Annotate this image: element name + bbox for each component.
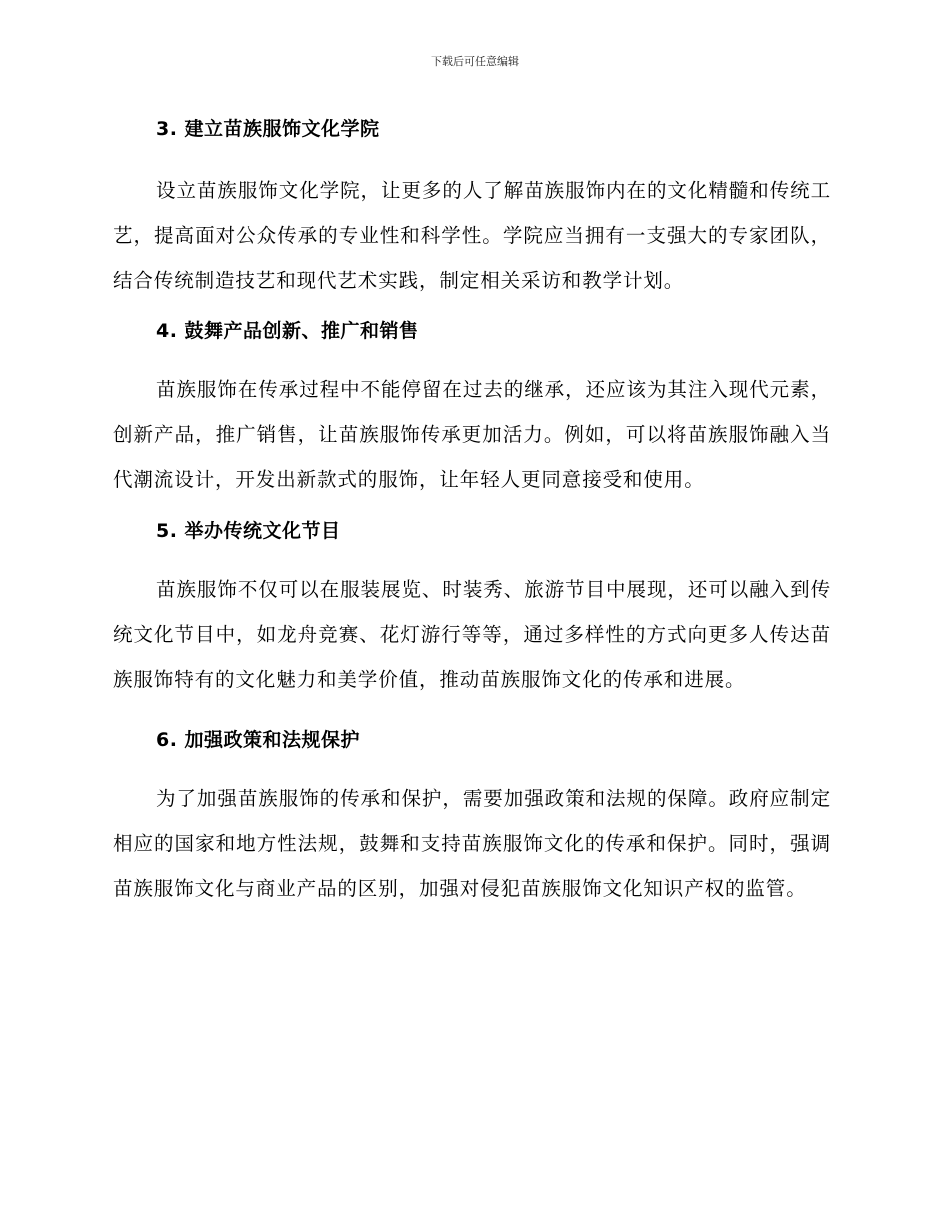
section-6-policy-protection [113, 723, 831, 911]
section-heading: 5. 举办传统文化节目 [156, 520, 341, 542]
header-note: 下载后可任意编辑 [431, 55, 519, 68]
section-paragraph: 苗族服饰在传承过程中不能停留在过去的继承，还应该为其注入现代元素，创新产品，推广销售，让苗族服饰传承更加活力。例如，可以将苗族服饰融入当代潮流设计，开发出新款式的服饰，让年轻人更同意接受和使用。 [113, 378, 831, 491]
section-5-cultural-programs [113, 514, 831, 702]
document-body [113, 112, 831, 911]
section-4-innovation [113, 314, 831, 502]
section-paragraph: 设立苗族服饰文化学院，让更多的人了解苗族服饰内在的文化精髓和传统工艺，提高面对公众传承的专业性和科学性。学院应当拥有一支强大的专家团队，结合传统制造技艺和现代艺术实践，制定相关采访和教学计划。 [113, 179, 831, 292]
section-heading: 6. 加强政策和法规保护 [156, 729, 361, 751]
section-paragraph: 苗族服饰不仅可以在服装展览、时装秀、旅游节目中展现，还可以融入到传统文化节目中，如龙舟竞赛、花灯游行等等，通过多样性的方式向更多人传达苗族服饰特有的文化魅力和美学价值，推动苗族服饰文化的传承和进展。 [113, 578, 831, 691]
section-heading: 3. 建立苗族服饰文化学院 [156, 118, 380, 140]
section-paragraph: 为了加强苗族服饰的传承和保护，需要加强政策和法规的保障。政府应制定相应的国家和地方性法规，鼓舞和支持苗族服饰文化的传承和保护。同时，强调苗族服饰文化与商业产品的区别，加强对侵犯苗族服饰文化知识产权的监管。 [113, 787, 831, 900]
section-3-college [113, 112, 831, 303]
section-heading: 4. 鼓舞产品创新、推广和销售 [156, 320, 419, 342]
